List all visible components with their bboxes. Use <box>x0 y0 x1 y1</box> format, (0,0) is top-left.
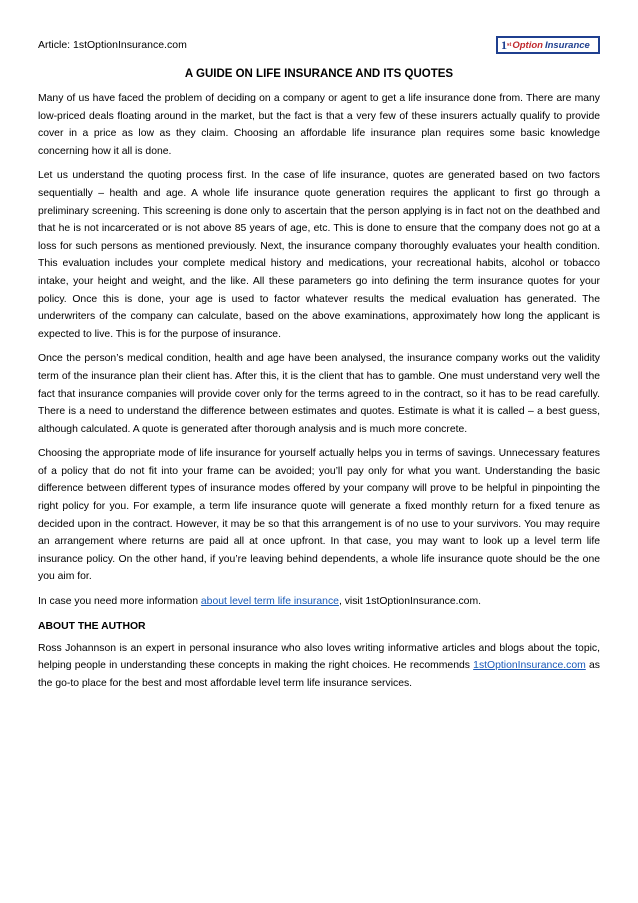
more-info-suffix: , visit 1stOptionInsurance.com. <box>338 596 482 608</box>
paragraph-quoting-process: Let us understand the quoting process first. In the case of life insurance, quotes are generated based on two factors sequentially – health and age. A whole life insurance quote generation requires the applicant to first go through a preliminary screening. This screening is done only to ascertain that the person applying is in fact not on the deathbed and that he is not incarcerated or is not above 85 years of age, etc. This is done to ensure that the company does not go at a loss for such persons as mentioned previously. Next, the insurance company thoroughly evaluates your health condition. This evaluation includes your complete medical history and medications, your recreational habits, alcohol or tobacco intake, your height and weight, and the like. All these parameters go into defining the term insurance quotes for your policy. Once this is done, your age is used to factor whatever results the medical evaluation has generated. The underwriters of the company can calculate, based on the above examinations, approximately how long the applicant is expected to live. This is for the purpose of insurance. <box>38 170 600 340</box>
site-link[interactable]: 1stOptionInsurance.com <box>473 660 586 672</box>
logo-word-option: Option <box>512 39 543 51</box>
paragraph-choosing-mode: Choosing the appropriate mode of life insurance for yourself actually helps you in terms of savings. Unnecessary features of a policy that do not fit into your frame can be avoided; you’ll pay only for what you want. Understanding the basic difference between different types of insurance modes offered by your company will prove to be helpful in pinpointing the right policy for you. For example, a term life insurance quote will generate a fixed monthly return for a fixed tenure as decided upon in the contract. However, it may be so that this arrangement is of no use to your survivors. You may require an arrangement where returns are paid all at once upfront. In that case, you may want to look up a level term life insurance policy. On the other hand, if you’re leaving behind dependents, a whole life insurance quote should be the one you aim for. <box>38 448 600 583</box>
more-info-prefix: In case you need more information <box>38 596 201 608</box>
paragraph-more-info <box>38 593 600 611</box>
author-heading: ABOUT THE AUTHOR <box>38 620 146 632</box>
page-header <box>38 36 600 58</box>
level-term-link[interactable]: about level term life insurance <box>200 596 339 608</box>
brand-logo <box>496 36 600 54</box>
paragraph-validity-term: Once the person’s medical condition, health and age have been analysed, the insurance company works out the validity term of the insurance plan their client has. After this, it is the client that has to gamble. One must understand very well the fact that insurance companies will provide cover only for the terms agreed to in the contract, so it has to be read carefully. There is a need to understand the difference between estimates and quotes. Estimate is what it is called – a best guess, although calculated. A quote is generated after thorough analysis and is much more concrete. <box>38 353 600 435</box>
author-text-end: as the go-to place for the best and most affordable level term life insurance services. <box>38 660 600 689</box>
logo-word-insurance: Insurance <box>544 39 590 51</box>
logo-ordinal: st <box>507 42 512 48</box>
article-label: Article: 1stOptionInsurance.com <box>38 39 187 51</box>
author-text: Ross Johannson is an expert in personal insurance who also loves writing informative articles and blogs about the topic, helping people in understanding these concepts in making the right choices. He recommends <box>38 642 600 672</box>
logo-number: 1 <box>501 37 507 52</box>
page-title: A GUIDE ON LIFE INSURANCE AND ITS QUOTES <box>184 68 454 80</box>
article-body <box>38 68 600 699</box>
paragraph-author <box>38 640 600 693</box>
paragraph-intro: Many of us have faced the problem of deciding on a company or agent to get a life insurance done from. There are many low-priced deals floating around in the market, but the fact is that a very few of these insurers actually qualify to provide cover in a price as low as they claim. Choosing an affordable life insurance plan requires some basic knowledge concerning how it all is done. <box>38 93 600 157</box>
